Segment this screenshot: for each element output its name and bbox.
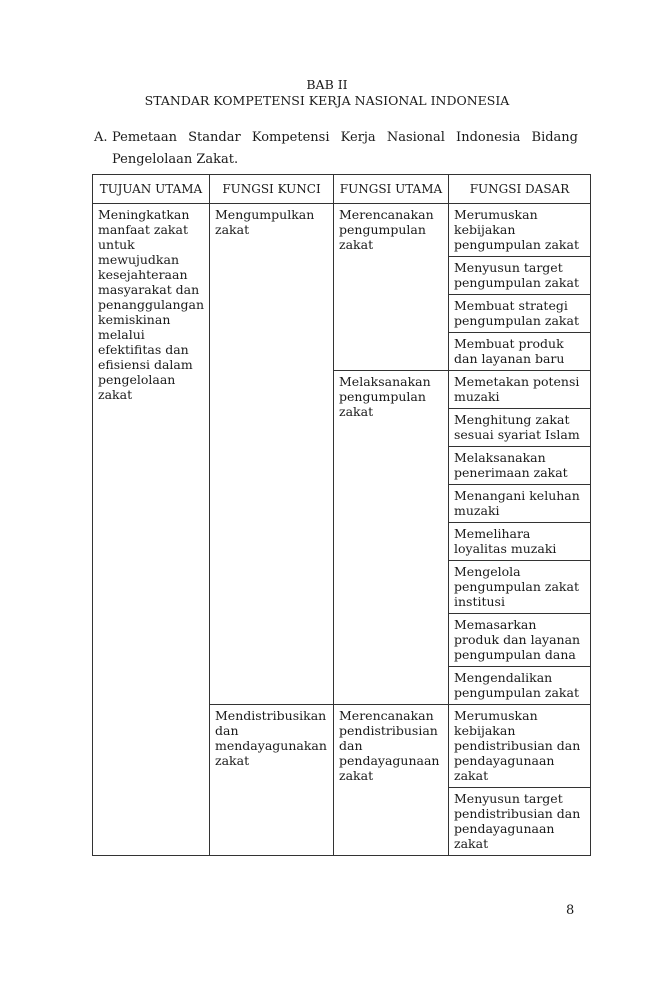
tujuan-utama-cell: Meningkatkan manfaat zakat untuk mewujudkan kesejahteraan masyarakat dan penanggulangan kemiskinan melalui efektifitas dan efisiensi dalam pengelolaan zakat bbox=[93, 204, 210, 856]
fungsi-dasar-cell: Memetakan potensi muzaki bbox=[449, 371, 591, 409]
table-row bbox=[93, 204, 591, 257]
fungsi-dasar-cell: Membuat produk dan layanan baru bbox=[449, 333, 591, 371]
list-marker: A. bbox=[94, 130, 108, 145]
fungsi-dasar-cell: Merumuskan kebijakan pengumpulan zakat bbox=[449, 204, 591, 257]
intro-line-1: Pemetaan Standar Kompetensi Kerja Nasional Indonesia Bidang bbox=[112, 130, 578, 145]
header-fungsi-kunci: FUNGSI KUNCI bbox=[210, 175, 334, 204]
chapter-title: STANDAR KOMPETENSI KERJA NASIONAL INDONESIA bbox=[144, 93, 510, 108]
chapter-number: BAB II bbox=[306, 77, 348, 92]
header-fungsi-dasar: FUNGSI DASAR bbox=[449, 175, 591, 204]
fungsi-dasar-cell: Mengelola pengumpulan zakat institusi bbox=[449, 561, 591, 614]
fungsi-kunci-cell: Mendistribusikan dan mendayagunakan zakat bbox=[210, 705, 334, 856]
fungsi-utama-cell: Merencanakan pendistribusian dan pendayagunaan zakat bbox=[334, 705, 449, 856]
section-intro bbox=[94, 127, 578, 171]
table-header-row bbox=[93, 175, 591, 204]
page-number: 8 bbox=[566, 903, 575, 918]
fungsi-kunci-cell: Mengumpulkan zakat bbox=[210, 204, 334, 705]
fungsi-dasar-cell: Melaksanakan penerimaan zakat bbox=[449, 447, 591, 485]
fungsi-dasar-cell: Menghitung zakat sesuai syariat Islam bbox=[449, 409, 591, 447]
fungsi-dasar-cell: Menyusun target pendistribusian dan pendayagunaan zakat bbox=[449, 788, 591, 856]
competency-map-table bbox=[92, 174, 591, 856]
fungsi-dasar-cell: Membuat strategi pengumpulan zakat bbox=[449, 295, 591, 333]
fungsi-dasar-cell: Mengendalikan pengumpulan zakat bbox=[449, 667, 591, 705]
header-tujuan-utama: TUJUAN UTAMA bbox=[93, 175, 210, 204]
fungsi-dasar-cell: Menangani keluhan muzaki bbox=[449, 485, 591, 523]
fungsi-dasar-cell: Merumuskan kebijakan pendistribusian dan pendayagunaan zakat bbox=[449, 705, 591, 788]
fungsi-dasar-cell: Memelihara loyalitas muzaki bbox=[449, 523, 591, 561]
fungsi-utama-cell: Merencanakan pengumpulan zakat bbox=[334, 204, 449, 371]
header-fungsi-utama: FUNGSI UTAMA bbox=[334, 175, 449, 204]
chapter-heading bbox=[0, 77, 654, 109]
intro-line-2: Pengelolaan Zakat. bbox=[112, 152, 239, 167]
fungsi-dasar-cell: Menyusun target pengumpulan zakat bbox=[449, 257, 591, 295]
fungsi-utama-cell: Melaksanakan pengumpulan zakat bbox=[334, 371, 449, 705]
fungsi-dasar-cell: Memasarkan produk dan layanan pengumpulan dana bbox=[449, 614, 591, 667]
